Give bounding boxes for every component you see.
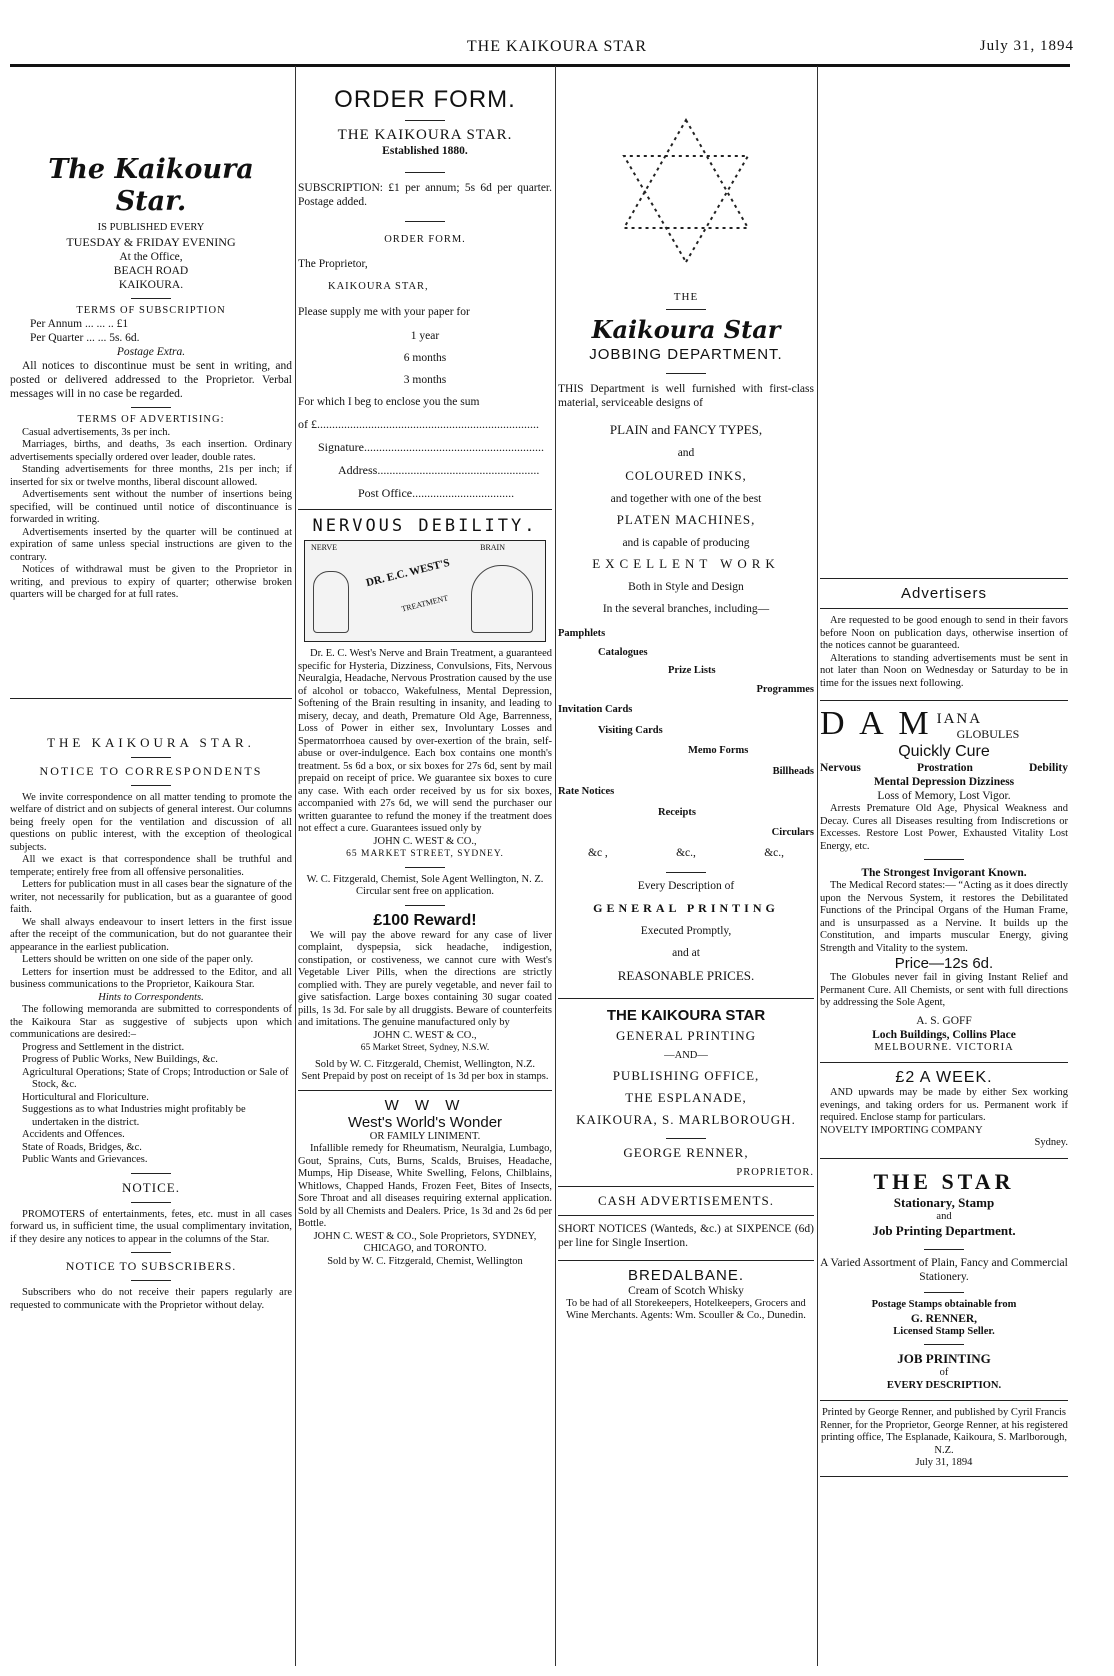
damiana-text: Arrests Premature Old Age, Physical Weakness and Decay. Cures all Diseases resulting from Indiscretions or Excesses. Restore Lost Power, Exhausted Vitality Lost Energy, etc. [820,803,1068,852]
column-1 [10,72,292,1662]
novelty-company: NOVELTY IMPORTING COMPANY [820,1124,983,1136]
divider [558,1186,814,1187]
divider [131,407,171,408]
paragraph: All we exact is that correspondence shall be truthful and temperate; entirely free from all offensive personalities. [10,854,292,878]
divider [405,172,445,173]
branch-item: Prize Lists [668,665,716,676]
office-line: THE ESPLANADE, [625,1090,747,1105]
reward-title: £100 Reward! [373,911,477,929]
company-address: 65 MARKET STREET, SYDNEY. [346,849,504,859]
week-text: AND upwards may be made by either Sex working evenings, and taking orders for us. Permanent work if required. Enclose stamp for particulars. [820,1087,1068,1123]
running-head [0,38,1114,60]
divider [298,1090,552,1091]
star-line: and [936,1210,952,1222]
header-rule [10,64,1070,67]
amount-label: of £ [298,417,317,431]
wonder-company: JOHN C. WEST & CO., Sole Proprietors, SYDNEY, CHICAGO, and TORONTO. [313,1230,537,1254]
list-item: Accidents and Offences. [22,1129,125,1140]
divider [820,1158,1068,1159]
offer-line: PLATEN MACHINES, [616,512,756,527]
paragraph: PROMOTERS of entertainments, fetes, etc. must in all cases forward us, in sufficient time, the usual complimentary invitation, if they desire any notices to appear in the columns of the Star. [10,1208,292,1245]
column-rule [817,66,818,1666]
offer-line: GENERAL PRINTING [593,900,779,915]
divider [666,1138,706,1139]
running-head-title: THE KAIKOURA STAR [466,38,648,55]
divider [924,859,964,860]
company-name: JOHN C. WEST & CO., [373,835,477,847]
column-4 [820,72,1068,1662]
offer-line: Executed Promptly, [640,924,732,937]
damiana-small [937,712,1020,741]
list-item: Agricultural Operations; State of Crops; Introduction or Sale of Stock, &c. [22,1066,289,1090]
illus-label: DR. E.C. WEST'S [364,556,451,590]
wonder-title: West's World's Wonder [347,1113,503,1131]
paragraph: Letters for insertion must be addressed to the Editor, and all business communications to the Proprietor, Kaikoura Star. [10,966,292,990]
agent-city: MELBOURNE. VICTORIA [874,1041,1014,1053]
wonder-sold-by: Sold by W. C. Fitzgerald, Chemist, Wellington [327,1255,523,1267]
address-field[interactable]: Address...................................................... [338,463,540,477]
pub-line: BEACH ROAD [113,264,189,277]
illus-label: TREATMENT [400,593,449,614]
damiana-line: Loss of Memory, Lost Vigor. [877,790,1011,802]
signature-field[interactable]: Signature............................................................ [318,440,544,454]
divider [666,872,706,873]
divider [405,905,445,906]
paragraph: We shall always endeavour to insert letters in the first issue after the receipt of the communication, but do not guarantee their appearance in the earliest publication. [10,916,292,953]
office-line: PROPRIETOR. [736,1167,814,1178]
divider [131,1202,171,1203]
treatment-illustration [304,540,546,642]
offer-line: Both in Style and Design [628,581,744,593]
branch-item: Invitation Cards [558,704,633,715]
star-line: JOB PRINTING [897,1351,991,1366]
damiana-row [820,761,1068,775]
list-item: Horticultural and Floriculture. [22,1091,149,1103]
divider [131,1280,171,1281]
paragraph: Subscribers who do not receive their papers regularly are requested to communicate with the Proprietor without delay. [10,1287,292,1311]
bredalbane-title: BREDALBANE. [627,1266,745,1284]
figure-sketch [313,571,349,633]
list-item: Progress of Public Works, New Buildings, &c. [22,1054,218,1065]
office-line: GENERAL PRINTING [615,1027,757,1043]
office-title: THE KAIKOURA STAR [606,1006,766,1024]
damiana-text: The Medical Record states:— “Acting as it does directly upon the Nervous System, it restores the Debilitated Functions of the Principal Organs of the Human Frame, and is unsurpassed as a Nervine. It builds up the Constitution, and imparts muscular Energy, giving Strength and Vitality to the system. [820,880,1068,954]
pub-line: IS PUBLISHED EVERY [97,222,205,233]
damiana-line: The Strongest Invigorant Known. [861,867,1027,879]
paragraph: Letters should be written on one side of the paper only. [22,954,254,965]
damiana-iana: IANA [936,711,983,727]
offer-line: COLOURED INKS, [625,468,747,483]
offer-line: REASONABLE PRICES. [617,967,755,983]
divider [820,1062,1068,1063]
advertisers-heading: Advertisers [900,585,988,602]
jobbing-title: JOBBING DEPARTMENT. [589,346,783,363]
adv-term: Notices of withdrawal must be given to the Proprietor in writing, and previous to expiry of quarter; otherwise broken quarters will be charged for at full rates. [10,564,292,600]
company-address: 65 Market Street, Sydney, N.S.W. [360,1043,490,1053]
advertisers-text: Are requested to be good enough to send in their favors before Noon on publication days, otherwise insertion of the notices cannot be guaranteed. [820,615,1068,651]
star-triangle-down [624,156,748,262]
column-rule [555,66,556,1666]
sent-prepaid: Sent Prepaid by post on receipt of 1s 3d per box in stamps. [301,1071,549,1082]
post-office-field[interactable]: Post Office.................................. [358,486,515,500]
damiana-line: Mental Depression Dizziness [873,776,1015,788]
branch-item: Circulars [771,827,814,838]
divider [405,867,445,868]
the-star-title: THE STAR [873,1168,1015,1194]
column-rule [295,66,296,1666]
branch-item: Programmes [756,683,814,695]
advertisers-text: Alterations to standing advertisements must be sent in not later than Noon on Wednesday or Saturday to be in time for the issues next following. [820,652,1068,689]
address-line: The Proprietor, [298,257,368,270]
agent-address: Loch Buildings, Collins Place [872,1028,1016,1041]
paper-title: THE KAIKOURA STAR. [337,127,513,143]
adv-term: Casual advertisements, 3s per inch. [22,426,171,438]
damiana-globules: GLOBULES [956,727,1020,741]
offer-line: and at [672,946,700,959]
divider [820,1476,1068,1477]
bredalbane-line: Cream of Scotch Whisky [628,1284,744,1297]
etc: &c., [676,846,696,859]
period-option[interactable]: 3 months [403,374,447,386]
masthead: The Kaikoura Star. [48,154,254,217]
column-3 [558,72,814,1662]
office-line: GEORGE RENNER, [623,1145,749,1160]
debility-title: NERVOUS DEBILITY. [312,516,538,536]
imprint-date: July 31, 1894 [915,1457,973,1468]
branch-item: Rate Notices [558,786,615,797]
address-line: KAIKOURA STAR, [328,280,429,292]
novelty-city: Sydney. [1034,1137,1068,1148]
branch-item: Memo Forms [688,745,749,756]
pub-line: KAIKOURA. [118,278,184,291]
terms-heading: TERMS OF SUBSCRIPTION [76,304,226,316]
agent-name: A. S. GOFF [916,1014,972,1027]
damiana-text: The Globules never fail in giving Instant Relief and Permanent Cure. All Chemists, or sent with full directions by addressing the Sole Agent, [820,972,1068,1008]
divider [558,998,814,999]
address-label: Address [338,463,378,477]
cash-ads-heading: CASH ADVERTISEMENTS. [598,1192,774,1208]
offer-line: In the several branches, including— [602,603,770,615]
divider [924,1292,964,1293]
order-form-label: ORDER FORM. [384,234,466,245]
divider [558,1215,814,1216]
rate-line: Per Annum ... ... .. £1 [30,318,129,330]
branch-item: Pamphlets [558,628,606,639]
divider [666,309,706,310]
wonder-subtitle: OR FAMILY LINIMENT. [369,1130,481,1142]
offer-line: EXCELLENT WORK [592,556,780,571]
figure-sketch [471,565,533,633]
star-line: of [939,1367,949,1378]
company-name: JOHN C. WEST & CO., [373,1029,477,1041]
adv-term: Advertisements sent without the number of insertions being specified, will be continued until notice of discontinuance is forwarded in writing. [10,489,292,525]
list-item: State of Roads, Bridges, &c. [22,1141,142,1153]
jobbing-intro: THIS Department is well furnished with first-class material, serviceable designs of [558,383,814,409]
branch-item: Receipts [658,806,696,818]
divider [666,373,706,374]
divider [820,578,1068,579]
jobbing-masthead: Kaikoura Star [591,315,781,344]
etc-row [588,846,784,860]
etc: &c., [764,846,784,859]
reward-text: We will pay the above reward for any case of liver complaint, dyspepsia, sick headache, indigestion, constipation, or costiveness, we cannot cure with West's Vegetable Liver Pills, when the directions are strictly complied with. They are purely vegetable, and never fail to give satisfaction. Large boxes containing 30 sugar coated pills, 1s 3d. For sale by all druggists. Beware of counterfeits and imitations. The genuine manufactured only by [298,929,552,1028]
star-line: EVERY DESCRIPTION. [886,1379,1002,1391]
damiana-heading [820,707,1068,741]
list-item: Public Wants and Grievances. [22,1154,148,1165]
divider [131,1173,171,1174]
divider [405,120,445,121]
star-of-david-emblem [558,72,814,292]
office-line: PUBLISHING OFFICE, [612,1068,760,1083]
amount-field[interactable]: of £.......................................................................... [298,417,539,431]
sold-by: Sold by W. C. Fitzgerald, Chemist, Wellington, N.Z. [314,1058,536,1070]
star-line: Job Printing Department. [872,1223,1016,1238]
offer-line: and together with one of the best [610,493,762,505]
branch-item: Billheads [772,765,814,777]
section-title: THE KAIKOURA STAR. [47,734,255,750]
enclose-text: For which I beg to enclose you the sum [298,396,480,408]
subscription-text: SUBSCRIPTION: £1 per annum; 5s 6d per quarter. Postage added. [298,182,552,208]
divider [820,608,1068,609]
established: Established 1880. [382,145,468,157]
short-notices-text: SHORT NOTICES (Wanteds, &c.) at SIXPENCE (6d) per line for Single Insertion. [558,1222,814,1249]
rate-line: Per Quarter ... ... 5s. 6d. [30,332,140,344]
offer-line: PLAIN and FANCY TYPES, [609,422,763,437]
divider [10,698,292,699]
star-line: Stationary, Stamp [893,1194,995,1210]
period-option[interactable]: 6 months [403,352,447,364]
illus-label: BRAIN [480,543,505,552]
divider [131,757,171,758]
paragraph: We invite correspondence on all matter tending to promote the welfare of district and on subjects of general interest. Our columns being freely open for the ventilation and discussion of all questions on public interest, with the exception of theological subjects. [10,791,292,853]
branch-item: Visiting Cards [598,724,663,736]
request-text: Please supply me with your paper for [298,306,470,318]
list-item: Progress and Settlement in the district. [22,1041,185,1053]
divider [820,1400,1068,1401]
imprint-text: Printed by George Renner, and published by Cyril Francis Renner, for the Proprietor, George Renner, at his registered printing office, The Esplanade, Kaikoura, S. Marlborough, N.Z. [820,1407,1068,1456]
pub-line: TUESDAY & FRIDAY EVENING [66,234,236,249]
adv-term: Standing advertisements for three months, 21s per inch; if inserted for six or twelve months, liberal discount allowed. [10,464,292,488]
offer-line: and [677,447,695,459]
debility-text: Dr. E. C. West's Nerve and Brain Treatment, a guaranteed specific for Hysteria, Dizziness, Convulsions, Fits, Nervous Neuralgia, Headache, Nervous Prostration caused by the use of alcohol or tobacco, Wakefulness, Mental Depression, Softening of the Brain resulting in insanity, and leading to misery, decay, and death, Premature Old Age, Barrenness, Loss of Power in either sex, Involuntary Losses and Spermatorrhoea caused by over-exertion of the brain, self-abuse or over-indulgence. Each box contains one month's treatment. 5s 6d a box, or six boxes for 27s 6d, sent by mail prepaid on receipt of price. We guarantee six boxes to cure any case. With each order received by us for six boxes, accompanied with 27s 6d, we will send the purchaser our written guarantee to refund the money if the treatment does not effect a cure. Guarantees issued only by [298,648,552,834]
illus-label: NERVE [311,543,338,552]
list-item: Suggestions as to what Industries might profitably be undertaken in the district. [22,1104,246,1128]
divider [820,700,1068,701]
star-line: G. RENNER, [910,1312,978,1325]
office-line: —AND— [664,1049,708,1061]
damiana-tagline: Quickly Cure [898,743,990,760]
etc: &c , [588,846,608,859]
running-head-date: July 31, 1894 [979,38,1074,54]
wonder-text: Infallible remedy for Rheumatism, Neuralgia, Lumbago, Gout, Sprains, Cuts, Burns, Scalds, Bruises, Headache, Mumps, Hip Disease, White Swelling, Felons, Chilblains, Whitlows, Chapped Hands, Frozen Feet, Bites of Insects, Sore Throat and all diseases requiring external application. Sold by all Chemists and Dealers. Price, 1s 3d and 2s 6d per Bottle. [298,1143,552,1229]
branch-item: Catalogues [598,646,648,658]
hints-heading: Hints to Correspondents. [98,991,204,1003]
star-triangle-up [624,120,748,228]
bredalbane-text: To be had of all Storekeepers, Hotelkeepers, Grocers and Wine Merchants. Agents: Wm. Scouller & Co., Dunedin. [566,1297,806,1321]
divider [924,1249,964,1250]
postage-note: Postage Extra. [116,346,186,358]
divider [924,1344,964,1345]
period-option[interactable]: 1 year [410,330,440,342]
discontinue-notice: All notices to discontinue must be sent in writing, and posted or delivered addressed to the Proprietor. Verbal messages will in no case be regarded. [10,360,292,400]
divider [131,298,171,299]
section-heading: NOTICE TO SUBSCRIBERS. [65,1259,237,1273]
divider [298,509,552,510]
star-line: Postage Stamps obtainable from [871,1299,1017,1310]
office-line: KAIKOURA, S. MARLBOROUGH. [576,1112,796,1127]
the-label: THE [673,291,699,303]
adv-term: Marriages, births, and deaths, 3s each insertion. Ordinary advertisements specially ordered over leader, double rates. [10,439,292,463]
agent-line: W. C. Fitzgerald, Chemist, Sole Agent Wellington, N. Z. [306,873,544,885]
damiana-word: Debility [1029,762,1068,774]
www-heading: W W W [384,1096,466,1114]
damiana-word: Nervous [820,762,861,774]
divider [131,1252,171,1253]
order-form-title: ORDER FORM. [334,86,516,113]
damiana-word: Prostration [916,762,973,774]
star-line: Licensed Stamp Seller. [893,1325,995,1337]
offer-line: and is capable of producing [622,537,750,549]
divider [405,221,445,222]
signature-label: Signature [318,440,364,454]
star-text: A Varied Assortment of Plain, Fancy and Commercial Stationery. [820,1257,1068,1283]
post-office-label: Post Office [358,486,413,500]
divider [131,785,171,786]
column-2 [298,72,552,1662]
adv-term: Advertisements inserted by the quarter will be continued at expiration of same unless special instructions are given to the contrary. [10,526,292,563]
adv-terms-heading: TERMS OF ADVERTISING: [77,414,225,425]
week-title: £2 A WEEK. [895,1069,993,1086]
offer-line: Every Description of [637,879,735,892]
damiana-big: D A M [820,705,933,742]
pub-line: At the Office, [119,250,183,263]
section-heading: NOTICE. [122,1179,180,1195]
damiana-price: Price—12s 6d. [894,955,994,972]
circular-line: Circular sent free on application. [356,886,494,897]
paragraph: The following memoranda are submitted to correspondents of the Kaikoura Star as suggestive of subjects upon which communications are desired:– [10,1004,292,1040]
paragraph: Letters for publication must in all cases bear the signature of the writer, not necessarily for publication, but as a guarantee of good faith. [10,879,292,915]
section-heading: NOTICE TO CORRESPONDENTS [39,763,263,778]
divider [558,1260,814,1261]
